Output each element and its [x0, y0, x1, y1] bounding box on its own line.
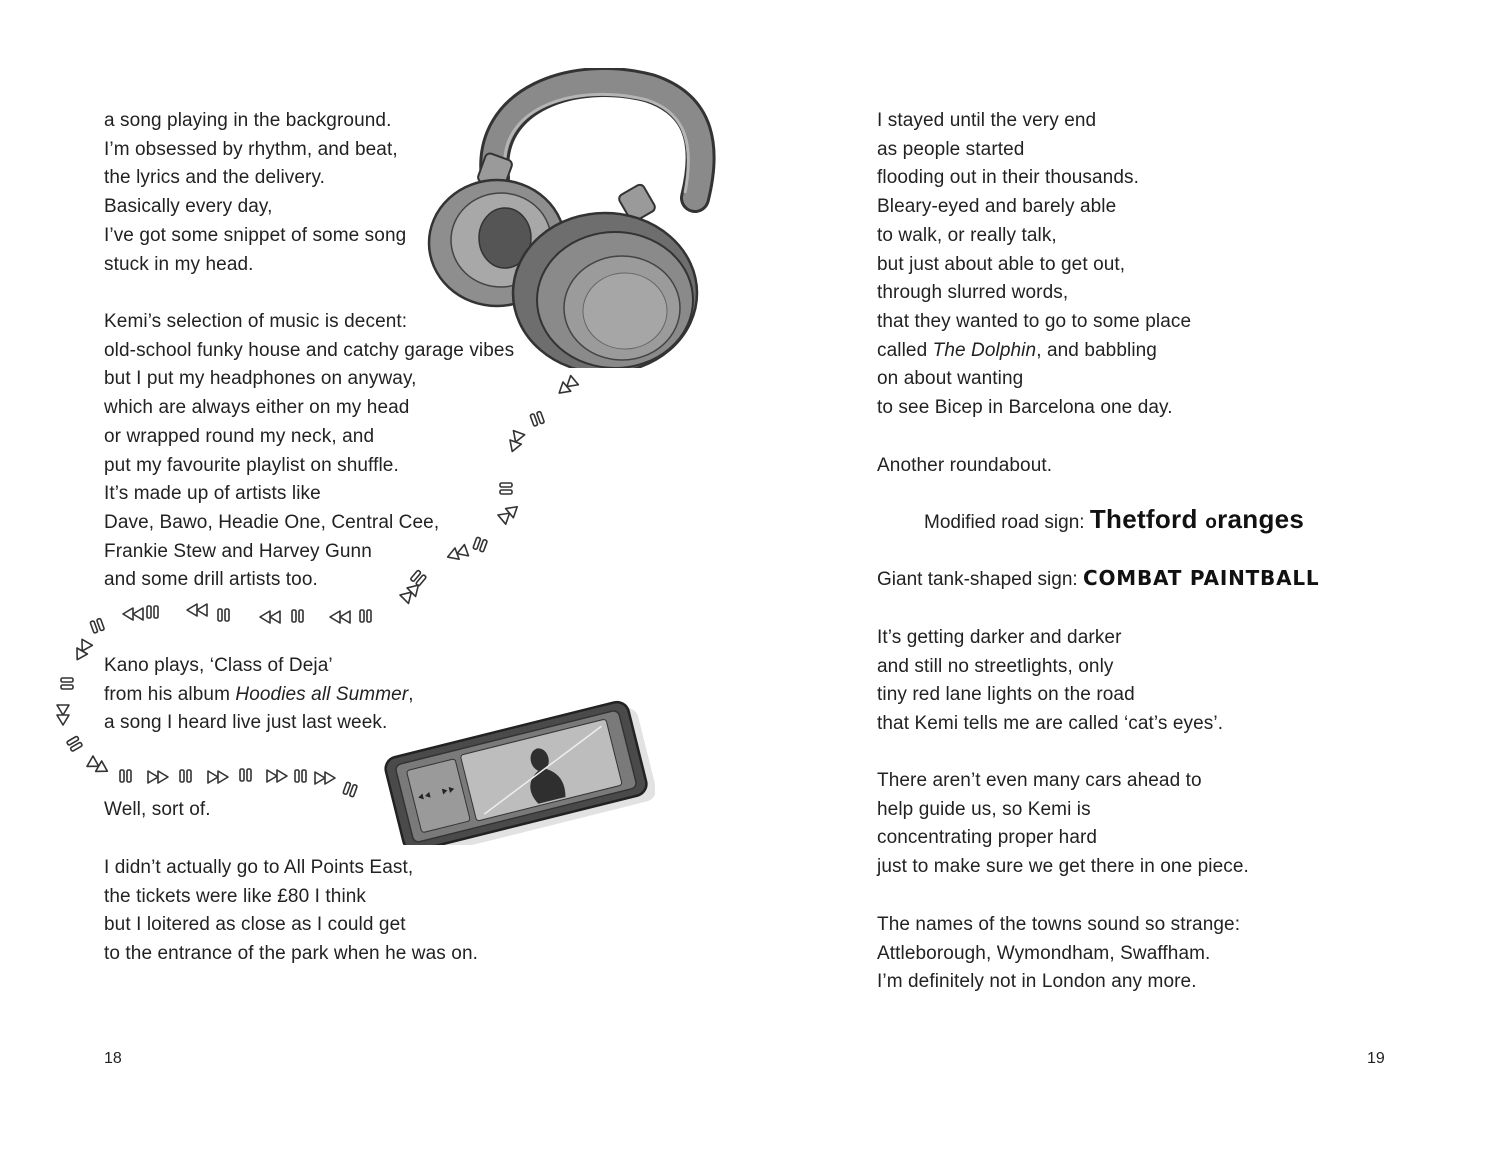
road-sign-small-o: o: [1205, 512, 1218, 533]
fast-forward-icon: [148, 771, 168, 783]
poem-line: Basically every day,: [104, 196, 273, 218]
line-text: ,: [408, 683, 414, 705]
poem-line: to the entrance of the park when he was on.: [104, 943, 478, 965]
poem-line: [104, 681, 414, 710]
poem-line: the lyrics and the delivery.: [104, 167, 326, 189]
poem-line: There aren’t even many cars ahead to: [877, 770, 1202, 791]
poem-line: old-school funky house and catchy garage vibes: [104, 339, 515, 361]
right-page: [750, 0, 1500, 1156]
page-number: 19: [1367, 1050, 1385, 1067]
poem-line: flooding out in their thousands.: [877, 167, 1139, 189]
poem-line: I’m obsessed by rhythm, and beat,: [104, 138, 398, 160]
poem-line: tiny red lane lights on the road: [877, 684, 1135, 706]
poem-line: I didn’t actually go to All Points East,: [104, 857, 414, 878]
line-text: called: [877, 339, 933, 361]
right-stanza-2: [877, 452, 1052, 481]
rewind-icon: [260, 611, 280, 623]
fast-forward-icon: [315, 772, 335, 784]
poem-line: that Kemi tells me are called ‘cat’s eyes’.: [877, 713, 1224, 735]
fast-forward-icon: [87, 756, 110, 776]
sign-label: Giant tank-shaped sign:: [877, 569, 1083, 590]
poem-line: The names of the towns sound so strange:: [877, 914, 1241, 935]
poem-line: to walk, or really talk,: [877, 224, 1057, 246]
poem-line: It’s getting darker and darker: [877, 627, 1122, 648]
poem-line: It’s made up of artists like: [104, 483, 321, 505]
poem-line: through slurred words,: [877, 282, 1069, 304]
pause-icon: [147, 606, 158, 618]
poem-line: help guide us, so Kemi is: [877, 798, 1091, 820]
road-sign-part: Thetford: [1089, 504, 1206, 534]
line-text: from his album: [104, 683, 236, 705]
poem-line: but just about able to get out,: [877, 253, 1126, 275]
poem-line: but I loitered as close as I could get: [104, 914, 406, 936]
rewind-icon: [330, 611, 350, 623]
rewind-icon: [72, 639, 92, 662]
poem-line: which are always either on my head: [104, 397, 410, 419]
album-title: Hoodies all Summer: [235, 683, 409, 705]
poem-line: Another roundabout.: [877, 455, 1053, 476]
rewind-icon: [187, 604, 207, 616]
pause-icon: [90, 618, 104, 633]
road-sign-line: [924, 504, 1304, 535]
line-text: , and babbling: [1036, 339, 1157, 361]
rewind-icon: [555, 376, 578, 398]
poem-line: and some drill artists too.: [104, 569, 318, 591]
fast-forward-icon: [267, 770, 287, 782]
poem-line: I’m definitely not in London any more.: [877, 971, 1197, 993]
pause-icon: [295, 770, 306, 782]
pause-icon: [67, 736, 83, 752]
left-stanza-3: [104, 652, 414, 738]
poem-line: but I put my headphones on anyway,: [104, 368, 417, 390]
fast-forward-icon: [208, 771, 228, 783]
poem-line: a song playing in the background.: [104, 110, 392, 131]
poem-line: and still no streetlights, only: [877, 655, 1114, 677]
poem-line: concentrating proper hard: [877, 827, 1098, 849]
pause-icon: [61, 678, 73, 689]
left-stanza-5: [104, 854, 478, 969]
poem-line: I stayed until the very end: [877, 110, 1097, 131]
smartphone-illustration: [380, 700, 655, 845]
pause-icon: [530, 411, 544, 426]
road-sign-text: [1090, 504, 1304, 534]
poem-line: Kano plays, ‘Class of Deja’: [104, 655, 333, 676]
right-stanza-5: [877, 911, 1240, 997]
poem-line: a song I heard live just last week.: [104, 712, 388, 734]
pause-icon: [343, 782, 357, 797]
left-stanza-1: [104, 107, 406, 279]
right-stanza-1: [877, 107, 1191, 423]
right-stanza-3: [877, 624, 1223, 739]
tank-sign-text: COMBAT PAINTBALL: [1082, 566, 1320, 590]
poem-line: to see Bicep in Barcelona one day.: [877, 397, 1173, 419]
left-stanza-2: [104, 308, 514, 595]
pause-icon: [240, 769, 251, 781]
poem-line: Attleborough, Wymondham, Swaffham.: [877, 942, 1211, 964]
poem-line: [877, 337, 1191, 366]
left-stanza-4: [104, 796, 211, 825]
poem-line: just to make sure we get there in one piece.: [877, 856, 1249, 878]
fast-forward-icon: [57, 705, 69, 725]
pause-icon: [360, 610, 371, 622]
poem-line: Well, sort of.: [104, 799, 211, 820]
pause-icon: [292, 610, 303, 622]
poem-line: the tickets were like £80 I think: [104, 885, 367, 907]
poem-line: or wrapped round my neck, and: [104, 425, 375, 447]
tank-sign-line: [877, 566, 1319, 591]
rewind-icon: [123, 608, 143, 620]
poem-line: Bleary-eyed and barely able: [877, 196, 1117, 218]
right-stanza-4: [877, 767, 1249, 882]
road-sign-part: ranges: [1217, 504, 1305, 534]
poem-line: that they wanted to go to some place: [877, 310, 1192, 332]
page-number: 18: [104, 1050, 122, 1067]
poem-line: put my favourite playlist on shuffle.: [104, 454, 399, 476]
poem-line: Dave, Bawo, Headie One, Central Cee,: [104, 511, 440, 533]
smartphone-icon: [383, 700, 655, 845]
poem-line: on about wanting: [877, 368, 1024, 390]
poem-line: I’ve got some snippet of some song: [104, 224, 407, 246]
pause-icon: [120, 770, 131, 782]
poem-line: Kemi’s selection of music is decent:: [104, 311, 408, 332]
poem-line: as people started: [877, 138, 1025, 160]
sign-label: Modified road sign:: [924, 512, 1090, 533]
pause-icon: [218, 609, 229, 621]
pause-icon: [180, 770, 191, 782]
place-name: The Dolphin: [932, 339, 1037, 361]
poem-line: stuck in my head.: [104, 253, 254, 275]
poem-line: Frankie Stew and Harvey Gunn: [104, 540, 372, 562]
